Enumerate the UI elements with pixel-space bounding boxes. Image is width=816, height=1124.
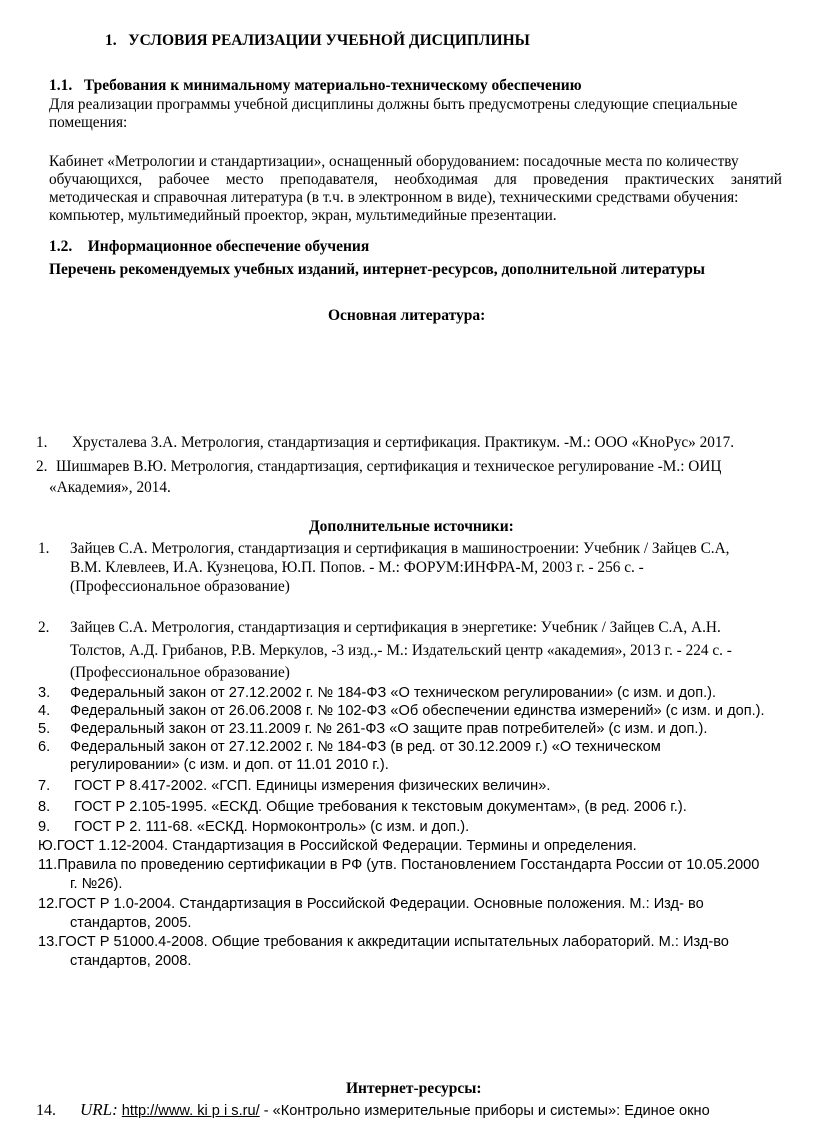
subsection-1-1-heading: [49, 77, 582, 95]
main-literature-heading: Основная литература:: [328, 307, 486, 324]
additional-item-11: [38, 857, 759, 873]
additional-item-11-line-2: г. №26).: [70, 876, 123, 892]
additional-item-12: [38, 896, 704, 912]
main-lit-item-2-number: 2.: [36, 458, 48, 475]
main-lit-item-2: [36, 457, 721, 476]
additional-item-2-line-3: (Профессиональное образование): [70, 664, 290, 681]
paragraph-2-line-3: методическая и справочная литература (в т.ч. в электронном в виде), техническими средствами обучения:: [49, 189, 739, 206]
additional-item-1-line-3: (Профессиональное образование): [70, 578, 290, 595]
additional-item-3-number: 3.: [38, 685, 51, 701]
additional-item-1-line-2: В.М. Клевлеев, И.А. Кузнецова, Ю.П. Попов. - М.: ФОРУМ:ИНФРА-М, 2003 г. - 256 с. -: [70, 559, 644, 576]
kipis-link[interactable]: http://www. ki p i s.ru/: [121, 1103, 260, 1119]
additional-item-10: [38, 838, 637, 854]
additional-item-13: [38, 934, 729, 950]
paragraph-1-line-2: помещения:: [49, 114, 128, 131]
subsection-1-1-title: Требования к минимальному материально-техническому обеспечению: [83, 77, 582, 94]
additional-item-6-line-1: Федеральный закон от 27.12.2002 г. № 184-ФЗ (в ред. от 30.12.2009 г.) «О техническом: [70, 739, 661, 755]
additional-item-8-line-1: ГОСТ Р 2.105-1995. «ЕСКД. Общие требования к текстовым документам», (в ред. 2006 г.).: [74, 799, 687, 815]
additional-item-4-number: 4.: [38, 703, 51, 719]
internet-item-14-text: - «Контрольно измерительные приборы и системы»: Единое окно: [259, 1103, 710, 1119]
additional-item-1-line-1: Зайцев С.А. Метрология, стандартизация и сертификация в машиностроении: Учебник / Зайцев С.А,: [70, 540, 730, 557]
paragraph-2-line-2: обучающихся, рабочее место преподавателя, необходимая для проведения практических занятий: [49, 171, 782, 188]
main-lit-item-1-text: Хрусталева З.А. Метрология, стандартизация и сертификация. Практикум. -М.: ООО «КноРус» 2017.: [72, 434, 735, 451]
additional-item-9-number: 9.: [38, 819, 51, 835]
additional-item-13-line-1: ГОСТ Р 51000.4-2008. Общие требования к аккредитации испытательных лабораторий. М.: Изд-во: [58, 934, 729, 950]
additional-item-13-line-2: стандартов, 2008.: [70, 953, 192, 969]
internet-item-14: [36, 1100, 710, 1120]
main-lit-item-1-number: 1.: [36, 434, 48, 451]
additional-item-9-line-1: ГОСТ Р 2. 111-68. «ЕСКД. Нормоконтроль» (с изм. и доп.).: [74, 819, 470, 835]
subsection-1-2-heading: [49, 238, 369, 256]
additional-item-11-number: 11.: [38, 857, 58, 873]
subsection-1-2-title: Информационное обеспечение обучения: [87, 238, 370, 255]
subsection-1-2-subtitle: Перечень рекомендуемых учебных изданий, интернет-ресурсов, дополнительной литературы: [49, 261, 705, 278]
additional-item-12-number: 12.: [38, 896, 59, 912]
additional-sources-heading: Дополнительные источники:: [309, 518, 514, 535]
additional-item-6-number: 6.: [38, 739, 51, 755]
main-lit-item-1: [36, 433, 734, 452]
additional-item-10-line-1: ГОСТ 1.12-2004. Стандартизация в Российской Федерации. Термины и определения.: [56, 838, 637, 854]
additional-item-2-number: 2.: [38, 619, 50, 636]
additional-item-8-number: 8.: [38, 799, 51, 815]
internet-item-14-number: 14.: [36, 1102, 56, 1119]
additional-item-7-line-1: ГОСТ Р 8.417-2002. «ГСП. Единицы измерения физических величин».: [74, 778, 551, 794]
additional-item-13-number: 13.: [38, 934, 59, 950]
section-1-number: 1.: [105, 32, 117, 49]
additional-item-2-line-2: Толстов, А.Д. Грибанов, Р.В. Меркулов, -3 изд.,- М.: Издательский центр «академия», 2013 г. - 224 с. -: [70, 642, 732, 659]
additional-item-2-line-1: Зайцев С.А. Метрология, стандартизация и сертификация в энергетике: Учебник / Зайцев С.А, А.Н.: [70, 619, 721, 636]
additional-item-1-number: 1.: [38, 540, 50, 557]
additional-item-11-line-1: Правила по проведению сертификации в РФ (утв. Постановлением Госстандарта России от 10.05.2000: [57, 857, 760, 873]
additional-item-6-line-2: регулировании» (с изм. и доп. от 11.01 2010 г.).: [70, 757, 389, 773]
paragraph-2-line-4: компьютер, мультимедийный проектор, экран, мультимедийные презентации.: [49, 207, 557, 224]
main-lit-item-2-text-line-2: «Академия», 2014.: [49, 479, 171, 496]
section-1-title: УСЛОВИЯ РЕАЛИЗАЦИИ УЧЕБНОЙ ДИСЦИПЛИНЫ: [128, 32, 530, 49]
subsection-1-1-number: 1.1.: [49, 77, 73, 94]
internet-resources-heading: Интернет-ресурсы:: [346, 1080, 482, 1097]
additional-item-5-line-1: Федеральный закон от 23.11.2009 г. № 261-ФЗ «О защите прав потребителей» (с изм. и доп.).: [70, 721, 708, 737]
additional-item-7-number: 7.: [38, 778, 51, 794]
additional-item-5-number: 5.: [38, 721, 51, 737]
additional-item-12-line-2: стандартов, 2005.: [70, 915, 192, 931]
paragraph-2-line-1: Кабинет «Метрологии и стандартизации», оснащенный оборудованием: посадочные места по количеству: [49, 153, 739, 170]
main-lit-item-2-text-line-1: Шишмарев В.Ю. Метрология, стандартизация, сертификация и техническое регулирование -М.: ОИЦ: [56, 458, 722, 475]
additional-item-12-line-1: ГОСТ Р 1.0-2004. Стандартизация в Российской Федерации. Основные положения. М.: Изд- во: [58, 896, 704, 912]
url-label: URL:: [80, 1100, 118, 1119]
additional-item-4-line-1: Федеральный закон от 26.06.2008 г. № 102-ФЗ «Об обеспечении единства измерений» (с изм. и доп.).: [70, 703, 765, 719]
paragraph-1-line-1: Для реализации программы учебной дисциплины должны быть предусмотрены следующие специальные: [49, 96, 738, 113]
subsection-1-2-number: 1.2.: [49, 238, 73, 255]
additional-item-10-number: Ю.: [38, 838, 57, 854]
section-1-heading: [105, 32, 530, 50]
additional-item-3-line-1: Федеральный закон от 27.12.2002 г. № 184-ФЗ «О техническом регулировании» (с изм. и доп.).: [70, 685, 717, 701]
